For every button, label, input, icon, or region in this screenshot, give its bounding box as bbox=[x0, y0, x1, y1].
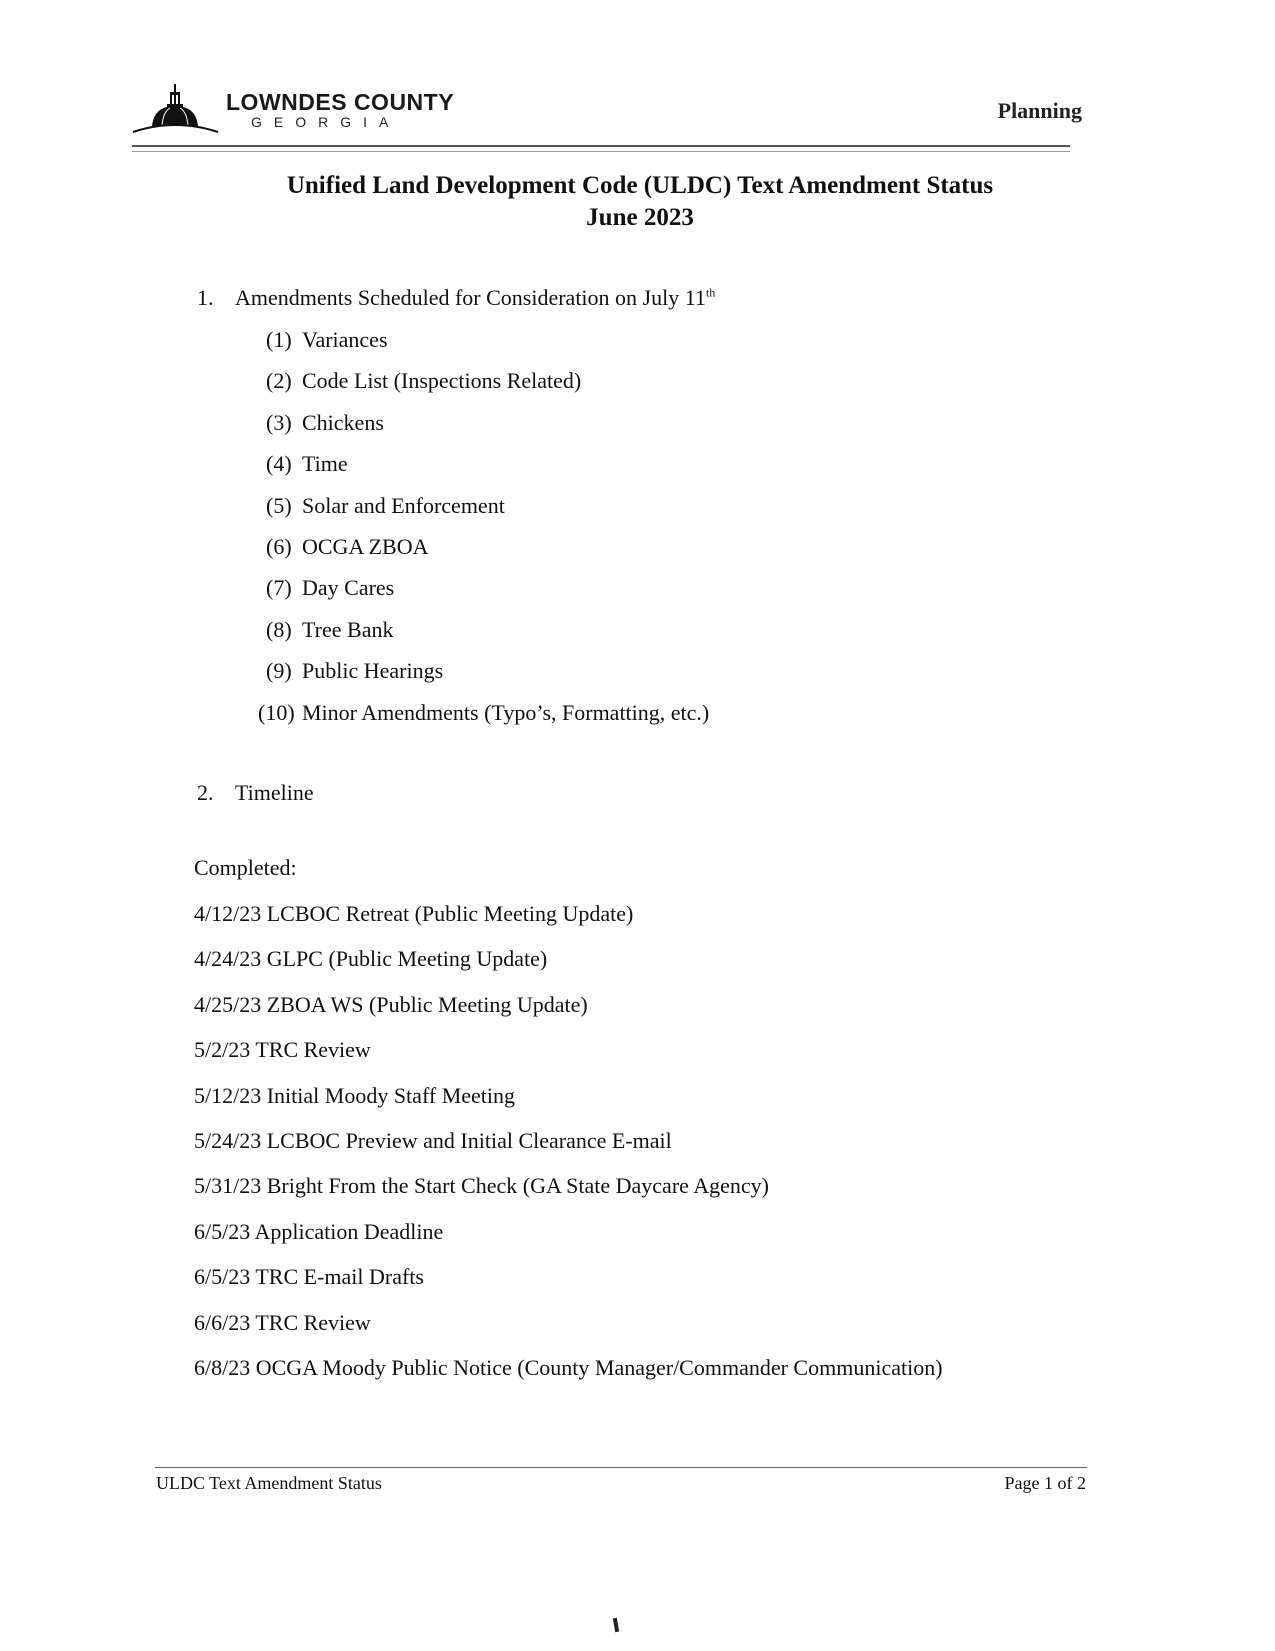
scan-mark bbox=[613, 1618, 619, 1632]
section-number: 2. bbox=[197, 780, 214, 805]
timeline-item: 6/5/23 TRC E-mail Drafts bbox=[194, 1264, 424, 1290]
timeline-list bbox=[194, 900, 943, 1399]
timeline-item: 5/31/23 Bright From the Start Check (GA State Daycare Agency) bbox=[194, 1173, 769, 1199]
list-item: (3) Chickens bbox=[266, 409, 384, 435]
document-title: Unified Land Development Code (ULDC) Text Amendment Status bbox=[286, 172, 994, 199]
document-subtitle: June 2023 bbox=[586, 204, 694, 231]
timeline-item: 6/8/23 OCGA Moody Public Notice (County Manager/Commander Communication) bbox=[194, 1354, 943, 1380]
section-1-heading bbox=[197, 285, 715, 311]
timeline-item: 5/12/23 Initial Moody Staff Meeting bbox=[194, 1082, 516, 1108]
org-state: GEORGIA bbox=[251, 114, 401, 130]
timeline-item: 4/24/23 GLPC (Public Meeting Update) bbox=[194, 946, 548, 972]
completed-label: Completed: bbox=[194, 855, 297, 880]
timeline-item: 5/2/23 TRC Review bbox=[194, 1037, 371, 1063]
org-brand bbox=[226, 90, 454, 130]
footer-title: ULDC Text Amendment Status bbox=[156, 1473, 382, 1493]
org-name: LOWNDES COUNTY bbox=[226, 89, 455, 115]
timeline-item: 6/6/23 TRC Review bbox=[194, 1309, 371, 1335]
list-item: (10) Minor Amendments (Typo’s, Formatting, etc.) bbox=[258, 699, 710, 725]
timeline-item: 4/25/23 ZBOA WS (Public Meeting Update) bbox=[194, 991, 588, 1017]
list-item: (7) Day Cares bbox=[266, 575, 395, 601]
section-heading-text: Amendments Scheduled for Consideration on July 11 bbox=[235, 285, 706, 310]
list-item: (9) Public Hearings bbox=[266, 658, 444, 684]
section-2-heading bbox=[197, 780, 314, 806]
ordinal-suffix: th bbox=[705, 285, 716, 300]
list-item: (8) Tree Bank bbox=[266, 616, 394, 642]
list-item: (2) Code List (Inspections Related) bbox=[266, 368, 582, 394]
section-heading-text: Timeline bbox=[235, 780, 314, 805]
timeline-item: 6/5/23 Application Deadline bbox=[194, 1218, 444, 1244]
list-item: (4) Time bbox=[266, 451, 348, 477]
page-number: Page 1 of 2 bbox=[1004, 1473, 1086, 1493]
timeline-item: 5/24/23 LCBOC Preview and Initial Clearance E-mail bbox=[194, 1127, 672, 1153]
list-item: (1) Variances bbox=[266, 327, 388, 352]
timeline-item: 4/12/23 LCBOC Retreat (Public Meeting Update) bbox=[194, 901, 634, 926]
document-title-block bbox=[0, 170, 1275, 234]
list-item: (6) OCGA ZBOA bbox=[266, 533, 429, 559]
section-number: 1. bbox=[197, 285, 214, 310]
department-label: Planning bbox=[997, 98, 1082, 123]
footer-divider bbox=[155, 1467, 1087, 1468]
amendments-list bbox=[258, 326, 709, 740]
list-item: (5) Solar and Enforcement bbox=[266, 492, 505, 518]
courthouse-dome-icon bbox=[132, 82, 222, 134]
header-divider bbox=[132, 145, 1070, 152]
